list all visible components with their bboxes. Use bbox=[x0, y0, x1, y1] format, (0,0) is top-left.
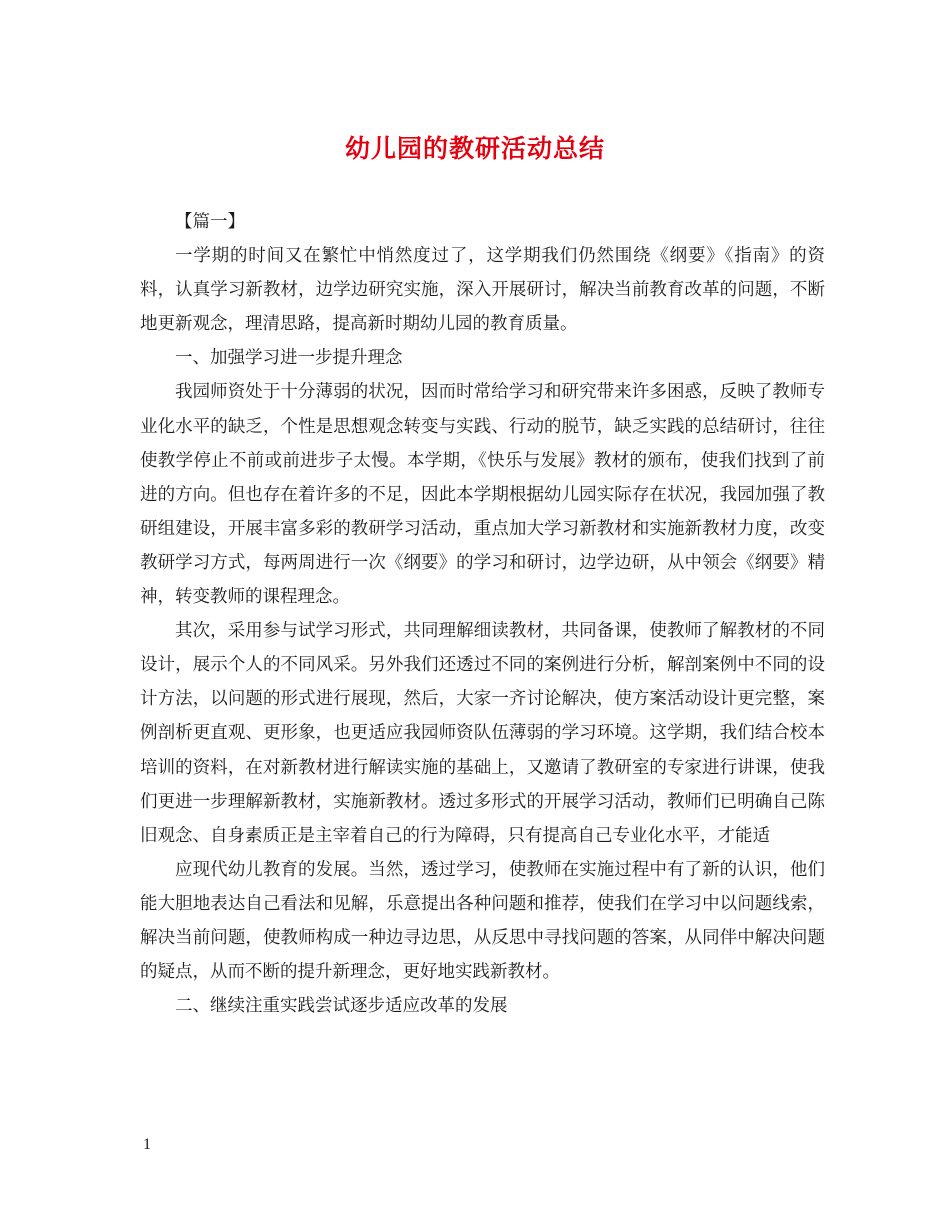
document-title: 幼儿园的教研活动总结 bbox=[344, 134, 605, 163]
page-number: 1 bbox=[143, 1136, 151, 1153]
section-heading-2: 二、继续注重实践尝试逐步适应改革的发展 bbox=[175, 996, 508, 1017]
paragraph-intro: 一学期的时间又在繁忙中悄然度过了，这学期我们仍然围绕《纲要》《指南》的资料，认真学习新教材，边学边研究实施，深入开展研讨，解决当前教育改革的问题，不断地更新观念，理清思路，提高新时期幼儿园的教育质量。 bbox=[140, 246, 825, 335]
paragraph-1: 我园师资处于十分薄弱的状况，因而时常给学习和研究带来许多困惑，反映了教师专业化水平的缺乏，个性是思想观念转变与实践、行动的脱节，缺乏实践的总结研讨，往往使教学停止不前或前进步子太慢。本学期，《快乐与发展》教材的颁布，使我们找到了前进的方向。但也存在着许多的不足，因此本学期根据幼儿园实际存在状况，我园加强了教研组建设，开展丰富多彩的教研学习活动，重点加大学习新教材和实施新教材力度，改变教研学习方式，每两周进行一次《纲要》的学习和研讨，边学边研，从中领会《纲要》精神，转变教师的课程理念。 bbox=[140, 382, 825, 608]
section-heading-1: 一、加强学习进一步提升理念 bbox=[175, 348, 403, 369]
document-body bbox=[140, 205, 825, 1023]
paragraph-3: 应现代幼儿教育的发展。当然，透过学习，使教师在实施过程中有了新的认识，他们能大胆地表达自己看法和见解，乐意提出各种问题和推荐，使我们在学习中以问题线索，解决当前问题，使教师构成一种边寻边思，从反思中寻找问题的答案，从同伴中解决问题的疑点，从而不断的提升新理念，更好地实践新教材。 bbox=[140, 859, 825, 983]
paragraph-2: 其次，采用参与试学习形式，共同理解细读教材，共同备课，使教师了解教材的不同设计，展示个人的不同风采。另外我们还透过不同的案例进行分析，解剖案例中不同的设计方法，以问题的形式进行展现，然后，大家一齐讨论解决，使方案活动设计更完整，案例剖析更直观、更形象，也更适应我园师资队伍薄弱的学习环境。这学期，我们结合校本培训的资料，在对新教材进行解读实施的基础上，又邀请了教研室的专家进行讲课，使我们更进一步理解新教材，实施新教材。透过多形式的开展学习活动，教师们已明确自己陈旧观念、自身素质正是主宰着自己的行为障碍，只有提高自己专业化水平，才能适 bbox=[140, 621, 825, 846]
section-marker: 【篇一】 bbox=[175, 212, 245, 232]
